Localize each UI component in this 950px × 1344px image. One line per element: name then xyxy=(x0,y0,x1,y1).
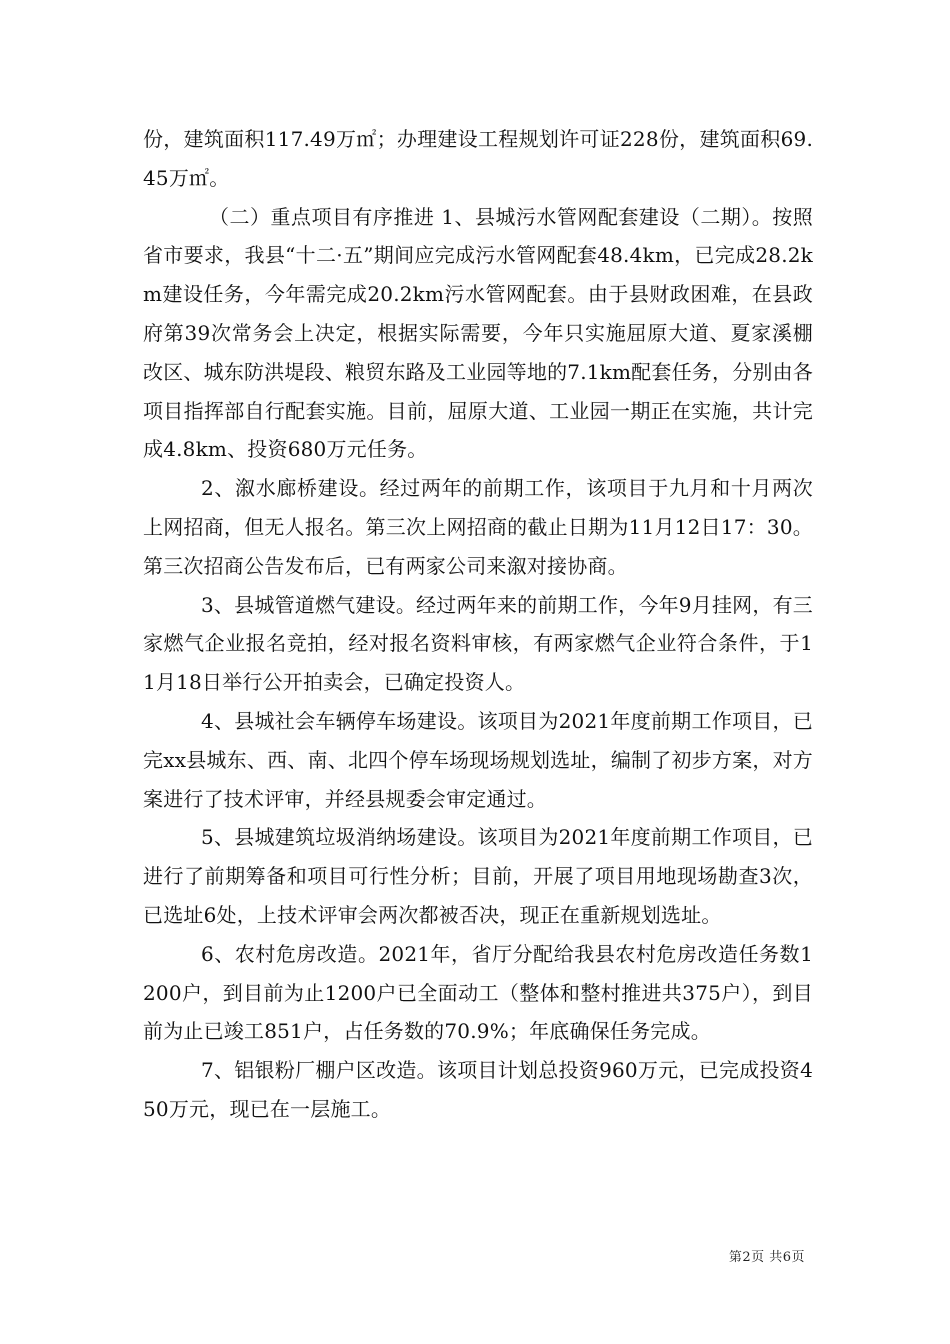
paragraph-continuation: 份，建筑面积117.49万㎡；办理建设工程规划许可证228份，建筑面积69.45万㎡。 xyxy=(143,127,813,190)
paragraph-parking-lot: 4、县城社会车辆停车场建设。该项目为2021年度前期工作项目，已完xx县城东、西、南、北四个停车场现场规划选址，编制了初步方案，对方案进行了技术评审，并经县规委会审定通过。 xyxy=(143,708,813,811)
page-number-footer: 第2页 共6页 xyxy=(728,1250,805,1265)
paragraph-gas-pipeline: 3、县城管道燃气建设。经过两年来的前期工作，今年9月挂网，有三家燃气企业报名竞拍，经对报名资料审核，有两家燃气企业符合条件，于11月18日举行公开拍卖会，已确定投资人。 xyxy=(143,592,813,695)
paragraph-key-projects: （二）重点项目有序推进 1、县城污水管网配套建设（二期）。按照省市要求，我县“十二·五”期间应完成污水管网配套48.4km，已完成28.2km建设任务，今年需完成20.2km污水管网配套。由于县财政困难，在县政府第39次常务会上决定，根据实际需要，今年只实施屈原大道、夏家溪棚改区、城东防洪堤段、粮贸东路及工业园等地的7.1km配套任务，分别由各项目指挥部自行配套实施。目前，屈原大道、工业园一期正在实施，共计完成4.8km、投资680万元任务。 xyxy=(143,204,813,462)
document-body xyxy=(143,120,813,1129)
paragraph-shantytown: 7、铝银粉厂棚户区改造。该项目计划总投资960万元，已完成投资450万元，现已在一层施工。 xyxy=(143,1058,813,1121)
paragraph-covered-bridge: 2、溆水廊桥建设。经过两年的前期工作，该项目于九月和十月两次上网招商，但无人报名。第三次上网招商的截止日期为11月12日17：30。第三次招商公告发布后，已有两家公司来溆对接协商。 xyxy=(143,476,813,578)
paragraph-waste-site: 5、县城建筑垃圾消纳场建设。该项目为2021年度前期工作项目，已进行了前期筹备和项目可行性分析；目前，开展了项目用地现场勘查3次，已选址6处，上技术评审会两次都被否决，现正在重新规划选址。 xyxy=(143,825,813,927)
paragraph-rural-housing: 6、农村危房改造。2021年，省厅分配给我县农村危房改造任务数1200户，到目前为止1200户已全面动工（整体和整村推进共375户），到目前为止已竣工851户，占任务数的70.9%；年底确保任务完成。 xyxy=(143,941,813,1044)
